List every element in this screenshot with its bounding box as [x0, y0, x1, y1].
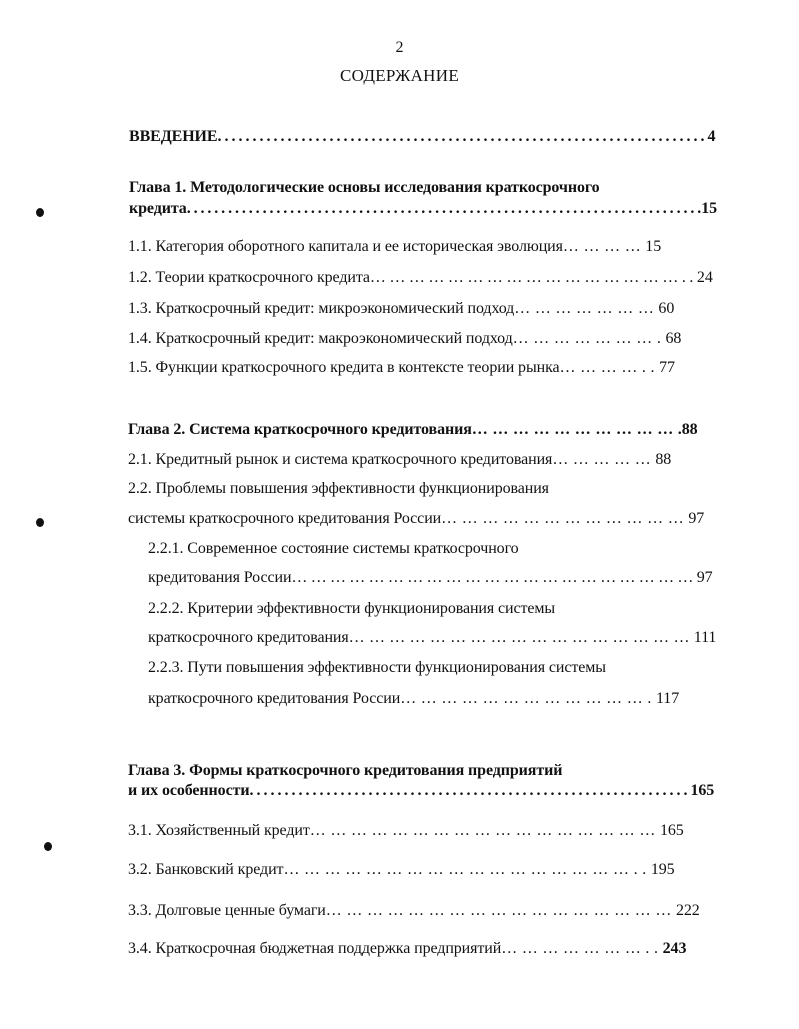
document-title: СОДЕРЖАНИЕ [339, 66, 460, 85]
punch-hole-mark [44, 842, 52, 851]
toc-page-number: 243 [662, 940, 687, 957]
toc-entry-title: 2.2. Проблемы повышения эффективности функционирования [128, 480, 549, 497]
toc-page-number: 15 [645, 238, 662, 255]
toc-entry [128, 783, 714, 799]
toc-leader-dots: ...................................................................... [217, 128, 708, 145]
punch-hole-mark [36, 208, 44, 217]
toc-entry-title: ВВЕДЕНИЕ [129, 128, 218, 145]
toc-entry-title: 3.2. Банковский кредит [128, 861, 284, 878]
toc-entry [128, 331, 681, 347]
toc-page-number: 88 [655, 451, 672, 468]
toc-leader-dots: …………………. [512, 330, 666, 347]
toc-page-number: 77 [659, 359, 675, 376]
toc-entry-title: 1.1. Категория оборотного капитала и ее историческая эволюция [128, 238, 563, 255]
toc-entry [128, 270, 713, 286]
toc-entry [148, 570, 713, 586]
toc-entry [128, 903, 700, 919]
toc-entry [128, 360, 675, 376]
toc-page-number: 97 [688, 510, 705, 527]
toc-entry-title: и их особенности [128, 782, 250, 799]
toc-entry-title: 2.1. Кредитный рынок и система краткосрочного кредитования [128, 451, 553, 468]
toc-entry-title: 1.3. Краткосрочный кредит: микроэкономический подход [128, 300, 515, 317]
toc-leader-dots: …………………………………………….. [283, 861, 651, 878]
toc-page-number: 117 [656, 690, 680, 707]
punch-hole-mark [36, 518, 44, 527]
toc-page-number: 60 [658, 300, 675, 317]
toc-page-number: .15 [697, 200, 717, 217]
toc-leader-dots: ……………………………… [441, 510, 689, 527]
toc-page-number: 97 [696, 569, 713, 586]
toc-leader-dots: .......................................................................... [186, 200, 698, 217]
toc-entry-title: 1.2. Теории краткосрочного кредита [128, 269, 370, 286]
toc-page-number: 4 [707, 128, 716, 145]
toc-entry [148, 660, 606, 676]
toc-leader-dots: ………………………… [471, 421, 678, 438]
toc-leader-dots: ………………………………. [400, 690, 656, 707]
toc-entry-title: кредитования России [148, 569, 292, 586]
toc-page-number: 165 [659, 822, 684, 839]
toc-entry [148, 601, 555, 617]
toc-page-number: 222 [675, 902, 700, 919]
toc-leader-dots: ………………… [514, 300, 659, 317]
toc-entry-title: 3.1. Хозяйственный кредит [128, 822, 310, 839]
toc-leader-dots: ……………………………………………………… [291, 569, 697, 586]
toc-entry-title: краткосрочного кредитования России [148, 690, 401, 707]
toc-entry [128, 823, 684, 839]
page-number: 2 [395, 39, 404, 56]
toc-entry-title: Глава 2. Система краткосрочного кредитования [128, 421, 472, 438]
toc-leader-dots: ............................................................... [249, 782, 691, 799]
toc-entry [128, 511, 704, 527]
toc-page-number: .88 [677, 421, 698, 438]
toc-entry [148, 630, 716, 646]
toc-entry [129, 201, 717, 217]
toc-leader-dots: …………………………………………… [309, 822, 660, 839]
toc-entry [128, 763, 562, 779]
toc-page-number: 111 [693, 629, 717, 646]
toc-entry [128, 481, 549, 497]
toc-entry [128, 301, 674, 317]
toc-entry [148, 541, 519, 557]
toc-entry [128, 422, 698, 438]
toc-entry [128, 862, 675, 878]
toc-entry [128, 941, 686, 957]
toc-entry [129, 180, 600, 196]
toc-page-number: 165 [690, 782, 715, 799]
toc-entry-title: Глава 3. Формы краткосрочного кредитования предприятий [128, 762, 563, 779]
toc-entry-title: 3.3. Долговые ценные бумаги [128, 902, 326, 919]
toc-leader-dots: …………… [552, 451, 656, 468]
toc-leader-dots: …………………………………………… [325, 902, 676, 919]
toc-entry-title: 3.4. Краткосрочная бюджетная поддержка предприятий [128, 940, 502, 957]
toc-leader-dots: ………… [562, 238, 646, 255]
toc-entry-title: 1.4. Краткосрочный кредит: макроэкономический подход [128, 330, 513, 347]
toc-entry-title: 2.2.2. Критерии эффективности функционирования системы [148, 600, 556, 617]
toc-entry [129, 129, 715, 145]
toc-leader-dots: ………….. [559, 359, 660, 376]
toc-entry [128, 452, 671, 468]
toc-entry [148, 691, 679, 707]
toc-entry-title: краткосрочного кредитования [148, 629, 349, 646]
toc-leader-dots: ………………………………………….. [369, 269, 697, 286]
toc-page-number: 195 [650, 861, 675, 878]
toc-entry-title: кредита [129, 200, 187, 217]
toc-entry-title: 2.2.3. Пути повышения эффективности функционирования системы [148, 659, 606, 676]
toc-page-number: 68 [665, 330, 682, 347]
toc-entry-title: системы краткосрочного кредитования России [128, 510, 442, 527]
toc-entry [128, 239, 661, 255]
toc-leader-dots: ………………….. [501, 940, 663, 957]
toc-leader-dots: …………………………………………… [348, 629, 694, 646]
toc-entry-title: Глава 1. Методологические основы исследования краткосрочного [129, 179, 600, 196]
toc-entry-title: 2.2.1. Современное состояние системы краткосрочного [148, 540, 519, 557]
toc-page-number: 24 [696, 269, 713, 286]
toc-entry-title: 1.5. Функции краткосрочного кредита в контексте теории рынка [128, 359, 560, 376]
